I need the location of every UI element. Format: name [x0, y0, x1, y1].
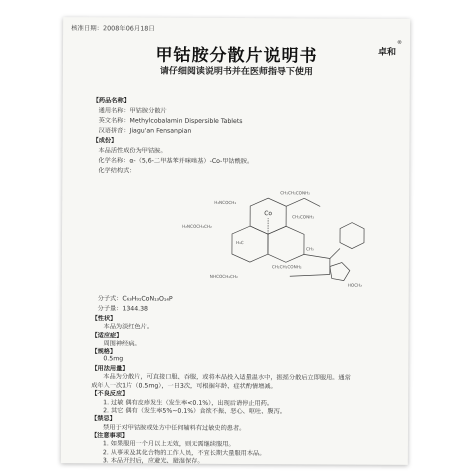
pinyin-name: 汉语拼音：Jiagu'an Fensanpian — [98, 127, 192, 135]
section-header-notes: 【注意事项】 — [90, 432, 129, 440]
structure-label-4: CH₂CONH₂ — [292, 214, 315, 220]
notes-line-2: 2. 从事汞及其化合物的工作人员，不宜长期大量服用本品。 — [102, 448, 266, 457]
section-header-ingredients: 【成份】 — [92, 137, 118, 145]
contraindications-text: 禁用于对甲钴胺或处方中任何辅料有过敏史的患者。 — [103, 423, 246, 432]
section-header-drug-name: 【药品名称】 — [92, 97, 130, 105]
cobalt-atom-label: Co — [264, 210, 273, 218]
structure-label-7: CH₃ — [305, 246, 314, 252]
molecular-weight: 分子量：1344.38 — [97, 305, 149, 313]
structure-label-2: CH₂CH₂CONH₂ — [280, 190, 310, 196]
section-header-dosage: 【用法用量】 — [91, 365, 129, 373]
structure-label-8: HOCH₂ — [347, 282, 362, 288]
section-header-adverse: 【不良反应】 — [91, 390, 129, 398]
notes-line-1: 1. 如果服用一个月以上无效，则无需继续服用。 — [102, 440, 235, 449]
main-ingredient: 本品活性成份为甲钴胺。 — [98, 147, 167, 155]
chemical-structure-diagram — [180, 188, 371, 289]
english-name: 英文名称：Methylcobalamin Dispersible Tablets — [98, 117, 243, 126]
section-header-indications: 【适应症】 — [91, 331, 123, 340]
package-insert-sheet — [61, 17, 410, 465]
indications-text: 周围神经病。 — [103, 340, 141, 348]
dosage-line-2: 成年人一次1片（0.5mg），一日3次，可根据年龄、症状酌情增减。 — [91, 382, 277, 391]
spec-text: 0.5mg — [103, 355, 124, 363]
document-title: 甲钴胺分散片说明书 — [155, 45, 318, 67]
chemical-name: 化学名称：α-（5,6-二甲基苯并咪唑基）-Co-甲钴酰胺。 — [98, 157, 254, 166]
approval-date: 核准日期：2008年06月18日 — [71, 24, 155, 33]
registered-mark: ® — [397, 39, 403, 46]
adverse-line-1: 1. 过敏 偶有皮疹发生（发生率<0.1%），出现后请停止用药。 — [103, 398, 274, 407]
structure-label-5: CH₂CH₂CONH₂ — [271, 264, 302, 270]
structure-label-3: H₂NCOCH₂CH₂ — [182, 223, 212, 229]
section-header-spec: 【规格】 — [91, 348, 117, 356]
notes-line-3: 3. 本品开封后，应避光、避湿保存。 — [102, 457, 204, 465]
structure-label-9: NHCOCH₂CH₂ — [209, 273, 238, 280]
structure-label-1: H₂NCOCH₂ — [214, 199, 237, 206]
brand-name: 卓和 — [377, 47, 397, 58]
document-subtitle: 请仔细阅读说明书并在医师指导下使用 — [159, 66, 313, 78]
dosage-line-1: 本品为分散片，可直接口服、吞服，或将本品投入适量温水中，振摇分散后立即服用。通常 — [103, 373, 351, 383]
generic-name: 通用名称：甲钴胺分散片 — [98, 107, 167, 115]
section-header-traits: 【性状】 — [91, 315, 117, 323]
structure-label: 化学结构式： — [98, 167, 136, 175]
molecular-formula: 分子式：C₆₃H₉₁CoN₁₃O₁₄P — [97, 295, 173, 303]
adverse-line-2: 2. 其它 偶有（发生率5%~0.1%）食欲不振、恶心、呕吐、腹泻。 — [103, 407, 287, 416]
section-header-contraindications: 【禁忌】 — [91, 415, 116, 423]
traits-text: 本品为淡红色片。 — [103, 323, 154, 331]
structure-label-6: H₃C — [235, 240, 244, 246]
